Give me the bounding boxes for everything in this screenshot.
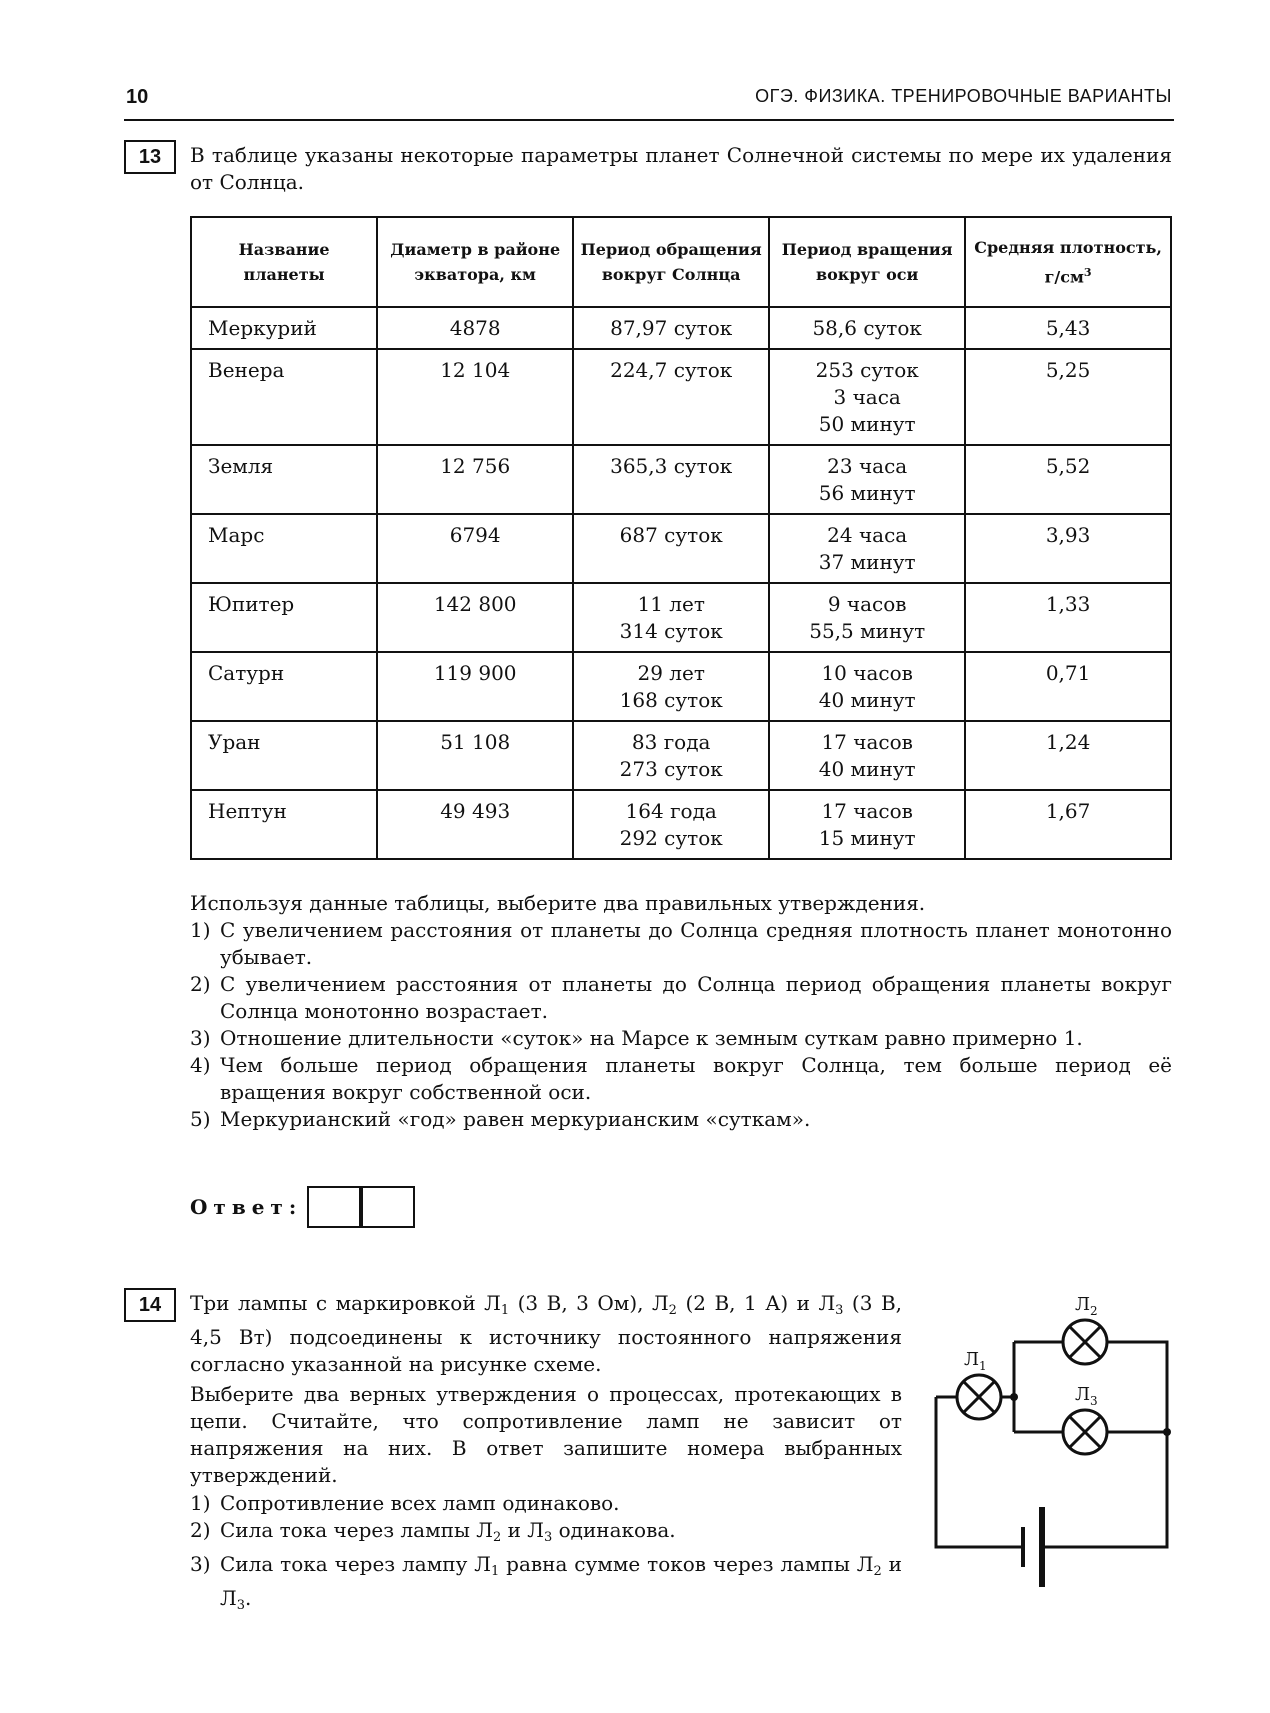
cell-rotation-period: 58,6 суток [769, 307, 965, 349]
option-text: С увеличением расстояния от планеты до Солнца период обращения планеты вокруг Солнца монотонно возрастает. [220, 972, 1172, 1023]
cell-rotation-period: 9 часов 55,5 минут [769, 583, 965, 652]
circuit-wire [1107, 1342, 1167, 1432]
question-13-options [190, 917, 1172, 1133]
cell-planet-name: Венера [191, 349, 377, 445]
table-row [191, 652, 1171, 721]
q14-option-1 [190, 1490, 902, 1517]
option-number: 1) [190, 918, 211, 942]
question-13-intro: В таблице указаны некоторые параметры планет Солнечной системы по мере их удаления от Солнца. [190, 143, 1172, 194]
option-text: Отношение длительности «суток» на Марсе к земным суткам равно примерно 1. [220, 1026, 1083, 1050]
option-text-part: . [244, 1586, 252, 1610]
cell-density: 5,25 [965, 349, 1171, 445]
option-text-part: и Л [220, 1552, 902, 1610]
question-13-number: 13 [124, 140, 176, 174]
junction-dot [1010, 1393, 1018, 1401]
cell-rotation-period: 24 часа 37 минут [769, 514, 965, 583]
header-rotation-period: Период вращения вокруг оси [769, 217, 965, 307]
cell-density: 1,33 [965, 583, 1171, 652]
option-text: Сопротивление всех ламп одинаково. [220, 1491, 620, 1515]
question-14-task: Выберите два верных утверждения о процессах, протекающих в цепи. Считайте, что сопротивление ламп не зависит от напряжения на них. В ответ запишите номера выбранных утверждений. [190, 1382, 902, 1487]
table-row [191, 307, 1171, 349]
option-number: 2) [190, 1518, 211, 1542]
option-text-part: одинакова. [552, 1518, 676, 1542]
q14-option-2 [190, 1517, 902, 1551]
cell-planet-name: Меркурий [191, 307, 377, 349]
option-text: Меркурианский «год» равен меркурианским «суткам». [220, 1107, 811, 1131]
option-text [220, 1551, 902, 1619]
intro-text: (3 В, 3 Ом), Л [509, 1291, 669, 1315]
subscript: 3 [236, 1598, 245, 1613]
answer-label: Ответ: [190, 1195, 303, 1219]
table-row [191, 721, 1171, 790]
cell-rotation-period: 17 часов 15 минут [769, 790, 965, 859]
cell-diameter: 4878 [377, 307, 573, 349]
cell-rotation-period: 23 часа 56 минут [769, 445, 965, 514]
subscript: 2 [668, 1303, 677, 1318]
answer-cell-2[interactable] [359, 1186, 415, 1228]
header-density: Средняя плотность, $г/см^3$ [965, 217, 1171, 307]
cell-planet-name: Сатурн [191, 652, 377, 721]
q14-option-3 [190, 1551, 902, 1619]
cell-diameter: 49 493 [377, 790, 573, 859]
cell-planet-name: Земля [191, 445, 377, 514]
question-14-number: 14 [124, 1288, 176, 1322]
cell-diameter: 12 756 [377, 445, 573, 514]
question-14-options [190, 1490, 902, 1619]
option-1 [190, 917, 1172, 971]
cell-rotation-period: 10 часов 40 минут [769, 652, 965, 721]
table-row [191, 790, 1171, 859]
table-header-row [191, 217, 1171, 307]
cell-density: 1,24 [965, 721, 1171, 790]
cell-orbit-period: 224,7 суток [573, 349, 769, 445]
option-number: 4) [190, 1053, 211, 1077]
option-5 [190, 1106, 1172, 1133]
table-row [191, 445, 1171, 514]
option-number: 2) [190, 972, 211, 996]
option-text-part: Сила тока через лампу Л [220, 1552, 491, 1576]
cell-diameter: 6794 [377, 514, 573, 583]
cell-orbit-period: 87,97 суток [573, 307, 769, 349]
table-row [191, 583, 1171, 652]
option-number: 3) [190, 1026, 211, 1050]
intro-text: (2 В, 1 А) и Л [676, 1291, 836, 1315]
cell-orbit-period: 687 суток [573, 514, 769, 583]
cell-density: 1,67 [965, 790, 1171, 859]
cell-diameter: 119 900 [377, 652, 573, 721]
lamp-3-label: $Л_3$ [1075, 1384, 1098, 1408]
option-text-part: Сила тока через лампы Л [220, 1518, 493, 1542]
cell-planet-name: Нептун [191, 790, 377, 859]
option-text: Чем больше период обращения планеты вокруг Солнца, тем больше период её вращения вокруг собственной оси. [220, 1053, 1172, 1104]
subscript: 1 [500, 1303, 510, 1318]
cell-diameter: 51 108 [377, 721, 573, 790]
cell-planet-name: Марс [191, 514, 377, 583]
option-number: 1) [190, 1491, 211, 1515]
option-text-part: и Л [501, 1518, 544, 1542]
option-number: 5) [190, 1107, 211, 1131]
cell-planet-name: Уран [191, 721, 377, 790]
cell-diameter: 12 104 [377, 349, 573, 445]
book-title: ОГЭ. ФИЗИКА. ТРЕНИРОВОЧНЫЕ ВАРИАНТЫ [755, 86, 1172, 106]
header-planet-name: Название планеты [191, 217, 377, 307]
option-text-part: равна сумме токов через лампы Л [499, 1552, 874, 1576]
cell-planet-name: Юпитер [191, 583, 377, 652]
cell-orbit-period: 29 лет 168 суток [573, 652, 769, 721]
battery-icon [1023, 1507, 1042, 1587]
table-row [191, 349, 1171, 445]
subscript: 3 [543, 1530, 553, 1545]
planets-table [190, 216, 1172, 860]
cell-orbit-period: 365,3 суток [573, 445, 769, 514]
intro-text: (3 В, 4,5 Вт) подсоединены к источнику постоянного напряжения согласно указанной на рисунке схеме. [190, 1291, 902, 1376]
answer-cell-1[interactable] [307, 1186, 363, 1228]
cell-density: 0,71 [965, 652, 1171, 721]
option-number: 3) [190, 1552, 211, 1576]
table-row [191, 514, 1171, 583]
option-3 [190, 1025, 1172, 1052]
header-divider [124, 119, 1174, 121]
junction-dot [1163, 1428, 1171, 1436]
cell-rotation-period: 17 часов 40 минут [769, 721, 965, 790]
question-13-prompt: Используя данные таблицы, выберите два правильных утверждения. [190, 891, 926, 915]
cell-rotation-period: 253 суток 3 часа 50 минут [769, 349, 965, 445]
lamp-2-label: $Л_2$ [1075, 1294, 1098, 1318]
circuit-wire [1042, 1432, 1167, 1547]
circuit-diagram [920, 1280, 1180, 1610]
lamp-1-label: $Л_1$ [964, 1349, 987, 1373]
cell-density: 3,93 [965, 514, 1171, 583]
lamp-1-icon [957, 1375, 1001, 1419]
intro-text: Три лампы с маркировкой Л [190, 1291, 501, 1315]
header-orbit-period: Период обращения вокруг Солнца [573, 217, 769, 307]
subscript: 2 [492, 1530, 502, 1545]
cell-orbit-period: 164 года 292 суток [573, 790, 769, 859]
question-14-intro [190, 1290, 902, 1378]
page-number: 10 [126, 86, 149, 108]
option-4 [190, 1052, 1172, 1106]
subscript: 2 [873, 1564, 882, 1579]
lamp-2-icon [1063, 1320, 1107, 1364]
cell-density: 5,43 [965, 307, 1171, 349]
subscript: 3 [835, 1303, 844, 1318]
option-text: С увеличением расстояния от планеты до Солнца средняя плотность планет монотонно убывает. [220, 918, 1172, 969]
option-2 [190, 971, 1172, 1025]
option-text [220, 1517, 676, 1551]
cell-diameter: 142 800 [377, 583, 573, 652]
lamp-3-icon [1063, 1410, 1107, 1454]
cell-orbit-period: 11 лет 314 суток [573, 583, 769, 652]
cell-density: 5,52 [965, 445, 1171, 514]
header-diameter: Диаметр в районе экватора, км [377, 217, 573, 307]
subscript: 1 [490, 1564, 500, 1579]
cell-orbit-period: 83 года 273 суток [573, 721, 769, 790]
